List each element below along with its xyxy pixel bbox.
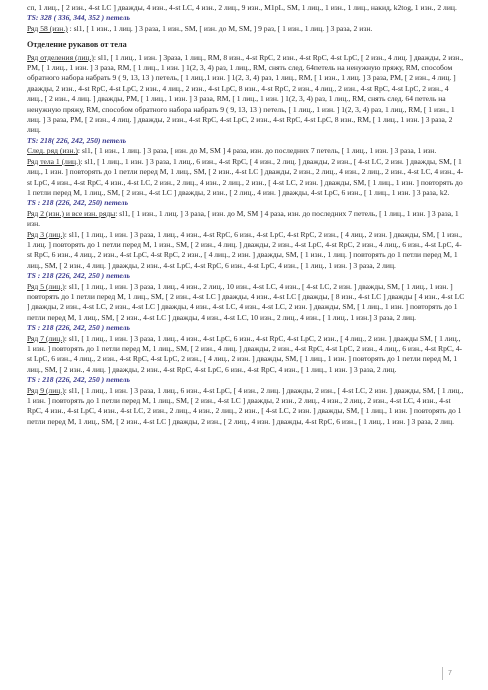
stitch-total-2: TS: 218( 226, 242, 250) петель [27, 135, 127, 145]
page-number: 7 [442, 667, 457, 680]
row-3-lead: Ряд 3 (лиц.) [27, 229, 65, 239]
next-row-text: : sl1, [ 1 изн., 1 лиц. ] 3 раза, [ изн. до M, SM ] 4 раза, изн. до последних 7 петель, [ 1 лиц., 1 изн. ] 3 раза, 1 изн. [77, 146, 437, 156]
next-row [27, 146, 465, 156]
row-9-lead: Ряд 9 (лиц.) [27, 385, 65, 395]
row-2 [27, 209, 465, 230]
row-7-lead: Ряд 7 (лиц.) [27, 333, 65, 343]
intro-paragraph [27, 3, 465, 13]
row-9-text: : sl1, [ 1 лиц., 1 изн. ] 3 раза, 1 лиц., 6 изн., 4-st LpC, [ 4 изн., 2 лиц. ] дважды, 2 изн., [ 4-st LC, 2 изн. ] дважды, SM, [ 1 лиц., 1 изн. ] повторять до 1 петли перед M, 1 лиц., SM, [ 2 изн., 4-st LC ] дважды, 2 изн., 2 лиц., 4 изн., 2 лиц., 2 изн., 4-st LC, 4 изн., 4-st RpC, 4 изн., 4-st LpC, 4 изн., 4-st LC, 2 изн., 2 лиц., 4 изн., 2 лиц., 2 изн., [ 4-st LC, 2 изн. ] дважды, SM, [ 1 лиц., 1 изн. ] повторять до 1 петли перед M, 1 лиц., SM, [ 2 изн., 4-st LC ] дважды, 2 изн., [ 2 лиц., 4 изн. ] дважды, 4-st RpC, 6 изн., [ 1 лиц., 1 изн. ] 3 раза, 2 лиц. [27, 385, 464, 426]
stitch-total-1: TS: 328 ( 336, 344, 352 ) петель [27, 13, 130, 23]
separation-row-lead: Ряд отделения (лиц.) [27, 52, 94, 62]
row-2-text: : sl1, [ 1 изн., 1 лиц. ] 3 раза, [ изн. до M, SM ] 4 раза, изн. до последних 7 петель, [ 1 лиц., 1 изн. ] 3 раза, 1 изн. [27, 208, 459, 229]
next-row-lead: След. ряд (изн.) [27, 146, 78, 156]
row-3 [27, 230, 465, 272]
row-9 [27, 386, 465, 428]
row-58 [27, 24, 465, 34]
row-2-lead: Ряд 2 (изн.) и все изн. ряды [27, 208, 116, 218]
pattern-text [27, 3, 465, 427]
row-7-text: : sl1, [ 1 лиц., 1 изн. ] 3 раза, 1 лиц., 4 изн., 4-st LpC, 6 изн., 4-st RpC, 4-st LpC, 2 изн., [ 4 лиц., 2 изн. ] дважды SM, [ 1 лиц., 1 изн. ] повторять до 1 петли перед M, 1 лиц., SM, [ 2 изн., 4 лиц. ] дважды, 2 изн., 4-st RpC, 4-st LpC, 2 изн., 4 лиц., 6 изн., 4-st RpC, 4-st LpC, 6 изн., 4 лиц., 2 изн., 4-st RpC, 4-st LpC, 2 изн., [ 4 лиц., 2 изн. ] дважды, SM, [ 1 лиц., 1 изн. ] повторять до 1 петли перед M, 1 лиц., SM, [ 2 изн., 4 лиц. ] дважды, 2 изн., 4-st RpC, 4-st LpC, 6 изн., 4-st RpC, 4 изн., [ 1 лиц., 1 изн. ] 3 раза, 2 лиц. [27, 333, 463, 374]
row-5-lead: Ряд 5 (лиц.) [27, 281, 65, 291]
row-5 [27, 282, 465, 324]
row-58-lead: Ряд 58 (изн.) [27, 23, 68, 33]
separation-row [27, 53, 465, 136]
row-7 [27, 334, 465, 376]
row-58-text: : sl1, [ 1 изн., 1 лиц. ] 3 раза, 1 изн., SM, [ изн. до M, SM, ] 9 раз, [ 1 изн., 1 лиц. ] 3 раза, 2 изн. [67, 23, 373, 33]
stitch-total-6: TS : 218 (226, 242, 250 ) петель [27, 375, 130, 385]
intro-text: сп, 1 лиц., [ 2 изн., 4-st LC ] дважды, 4 изн., 4-st LC, 4 изн., 2 лиц., 9 изн., M1pL, SM, 1 лиц., 1 изн., 1 лиц., накид, k2tog, 1 изн., 2 лиц. [27, 3, 457, 12]
body-row-1 [27, 157, 465, 199]
body-row-1-lead: Ряд тела 1 (лиц.) [27, 156, 81, 166]
stitch-total-3: TS : 218 (226, 242, 250) петель [27, 198, 129, 208]
stitch-total-5: TS : 218 (226, 242, 250 ) петель [27, 323, 130, 333]
stitch-total-4: TS : 218 (226, 242, 250 ) петель [27, 271, 130, 281]
row-3-text: : sl1, [ 1 лиц., 1 изн. ] 3 раза, 1 лиц., 4 изн., 4-st RpC, 6 изн., 4-st LpC, 4-st RpC, 2 изн., [ 4 лиц., 2 изн. ] дважды, SM, [ 1 изн., 1 лиц. ] повторять до 1 петли перед M, 1 изн., SM, [ 2 изн., 4 лиц. ] дважды, 2 изн., 4-st LpC, 4-st RpC, 2 изн., 4 лиц., 6 изн., 4-st LpC, 4-st RpC, 6 изн., 4 лиц., 2 изн., 4-st LpC, 4-st RpC, 2 изн., [ 4 лиц., 2 изн. ] дважды, SM, [ 1 изн., 1 лиц. ] повторять до 1 петли перед M, 1 лиц., SM, [ 2 изн., 4 лиц. ] дважды, 2 изн., 4-st LpC, 4-st RpC, 6 изн., 4-st LpC, 4 изн., [ 1 лиц., 1 изн. ] 3 раза, 2 лиц. [27, 229, 463, 270]
separation-row-text: : sl1, [ 1 лиц., 1 изн. ] 3раза, 1 лиц., RM, 8 изн., 4-st RpC, 2 изн., 4-st RpC, 4-st LpC, [ 2 изн., 4 лиц. ] дважды, 2 изн., PM, [ 1 лиц., 1 изн. ] 3 раза, RM, [ 1 лиц., 1 изн. ] 1(2, 3, 4) раз, 1 лиц., RM, снять след. 64петель на ненужную пряжу, RM, способом обратного набора набрать 9 ( 9, 13, 13 ) петель, [ 1 лиц.,1 изн. ] 1(2, 3, 4) раз, 1 лиц., RM, [ 1 изн., 1 лиц. ] 3 раза, PM, [ 2 изн., 4 лиц. ] дважды, 2 изн., 4-st RpC, 4-st LpC, 2 изн., 4 лиц., 2 изн., 4-st LpC, 8 изн., 4-st RpC, 2 изн., 4 лиц., 2 изн., 4-st RpC, 4-st LpC, 2 изн., 4 лиц., [ 2 изн., 4 лиц. ] дважды, PM, [ 1 лиц., 1 изн. ] 3 раза, RM, [ 1 лиц., 1 изн. ] 1(2, 3, 4) раз, 1 лиц., RM, снять след. 64 петель на ненужную пряжу, RM, способом обратного набора набрать 9 ( 9, 13, 13 ) петель, [ 1 лиц., 1 изн. ] 1(2, 3, 4) раз, 1 лиц., RM, [ 1 изн., 1 лиц. ] 3 раза, PM, [ 2 изн., 4 лиц. ] дважды, 2 изн., 4-st RpC, 4-st LpC, 2 изн., 4-st RpC, 4-st LpC, 8 изн., RM, [ 1 лиц., 1 изн. ] 3 раза, 2 лиц. [27, 52, 464, 135]
body-row-1-text: : sl1, [ 1 лиц., 1 изн. ] 3 раза, 1 лиц., 6 изн., 4-st RpC, [ 4 изн., 2 лиц. ] дважды, 2 изн., [ 4-st LC, 2 изн. ] дважды, SM, [ 1 лиц., 1 изн. ] повторять до 1 петли перед M, 1 лиц., SM, [ 2 изн., 4-st LC ] дважды, 2 изн., 2 лиц., 4 изн., 2 лиц., 2 изн., 4-st LC, 4 изн., 4-st LpC, 4 изн., 4-st RpC, 4 изн., 4-st LC, 2 изн., 2 лиц., 4 изн., 2 лиц., 2 изн., [ 4-st LC, 2 изн. ] дважды, SM, [ 1 лиц., 1 изн. ] повторять до 1 петли перед M, 1 лиц., SM, [ 2 изн., 4-st LC ] дважды, 2 изн., [ 2 лиц., 4 изн. ] дважды, 4-st LpC, 6 изн., [ 1 лиц., 1 изн. ] 3 раза, k2. [27, 156, 464, 197]
row-5-text: : sl1, [ 1 лиц., 1 изн. ] 3 раза, 1 лиц., 4 изн., 2 лиц., 10 изн., 4-st LC, 4 изн., [ 4-st LC, 2 изн. ] дважды, SM, [ 1 лиц., 1 изн. ] повторять до 1 петли перед M, 1 лиц., SM, [ 2 изн., 4-st LC ] дважды, 4 изн., 4-st LC [ дважды, [ 8 изн., 4-st LC ] дважды [ 4 изн., 4-st LC ] дважды, 2 изн., 4-st LC, 2 изн., 4-st LC ] дважды, 4 изн., 4-st LC, 4 изн., 4-st LC, 2 изн. ] дважды, SM, [ 1 лиц., 1 изн. ] повторять до 1 петли перед M, 1 лиц., SM, [ 2 изн., 4-st LC ] дважды, 4 изн., 4-st LC, 10 изн., 2 лиц., 4 изн., [ 1 лиц., 1 изн.] 3 раза, 2 лиц. [27, 281, 465, 322]
section-heading: Отделение рукавов от тела [27, 40, 127, 50]
